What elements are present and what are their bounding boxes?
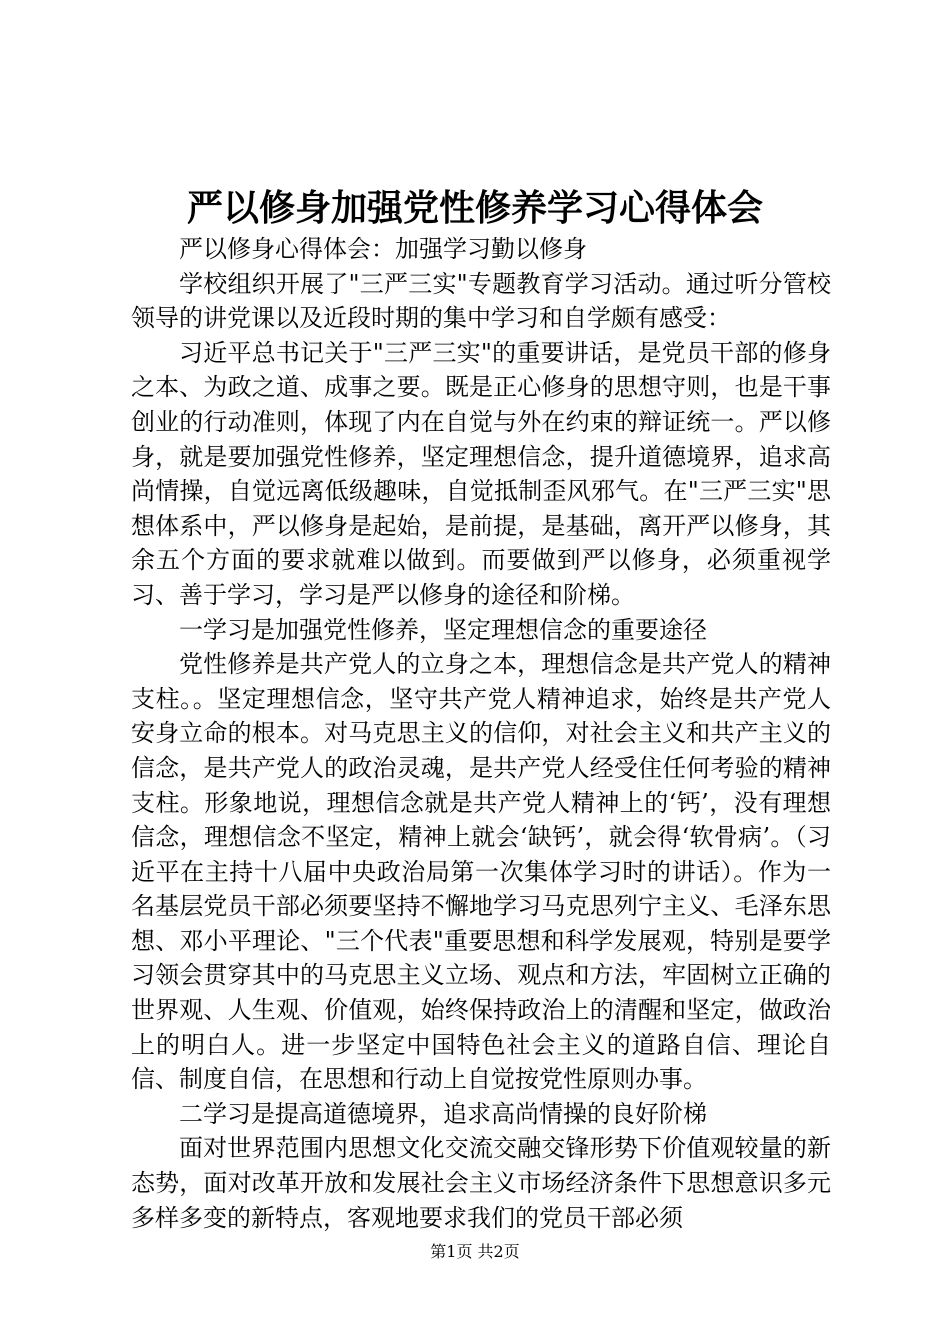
section-heading-two: 二学习是提高道德境界，追求高尚情操的良好阶梯 — [179, 1099, 707, 1128]
paragraph-party-spirit: 党性修养是共产党人的立身之本，理想信念是共产党人的精神支柱。。坚定理想信念，坚守共产党人精神追求，始终是共产党人安身立命的根本。对马克思主义的信仰，对社会主义和共产主义的信念，是共产党人的政治灵魂，是共产党人经受住任何考验的精神支柱。形象地说，理想信念就是共产党人精神上的‘钙’，没有理想信念，理想信念不坚定，精神上就会‘缺钙’，就会得‘软骨病’。（习近平在主持十八届中央政治局第一次集体学习时的讲话）。作为一名基层党员干部必须要坚持不懈地学习马克思列宁主义、毛泽东思想、邓小平理论、"三个代表"重要思想和科学发展观，特别是要学习领会贯穿其中的马克思主义立场、观点和方法，牢固树立正确的世界观、人生观、价值观，始终保持政治上的清醒和坚定，做政治上的明白人。进一步坚定中国特色社会主义的道路自信、理论自信、制度自信，在思想和行动上自觉按党性原则办事。 — [131, 650, 831, 1094]
document-body — [131, 232, 831, 1235]
section-heading-one: 一学习是加强党性修养，坚定理想信念的重要途径 — [179, 615, 707, 644]
page-indicator: 第1页 共2页 — [430, 1242, 520, 1261]
paragraph-subtitle: 严以修身心得体会：加强学习勤以修身 — [179, 235, 587, 263]
paragraph-speech: 习近平总书记关于"三严三实"的重要讲话，是党员干部的修身之本、为政之道、成事之要。既是正心修身的思想守则，也是干事创业的行动准则，体现了内在自觉与外在约束的辩证统一。严以修身，就是要加强党性修养，坚定理想信念，提升道德境界，追求高尚情操，自觉远离低级趣味，自觉抵制歪风邪气。在"三严三实"思想体系中，严以修身是起始，是前提，是基础，离开严以修身，其余五个方面的要求就难以做到。而要做到严以修身，必须重视学习、善于学习，学习是严以修身的途径和阶梯。 — [131, 338, 831, 609]
document-title: 严以修身加强党性修养学习心得体会 — [186, 187, 763, 229]
paragraph-values: 面对世界范围内思想文化交流交融交锋形势下价值观较量的新态势，面对改革开放和发展社会主义市场经济条件下思想意识多元多样多变的新特点，客观地要求我们的党员干部必须 — [131, 1134, 831, 1232]
paragraph-intro: 学校组织开展了"三严三实"专题教育学习活动。通过听分管校领导的讲党课以及近段时期的集中学习和自学颇有感受： — [131, 269, 831, 333]
